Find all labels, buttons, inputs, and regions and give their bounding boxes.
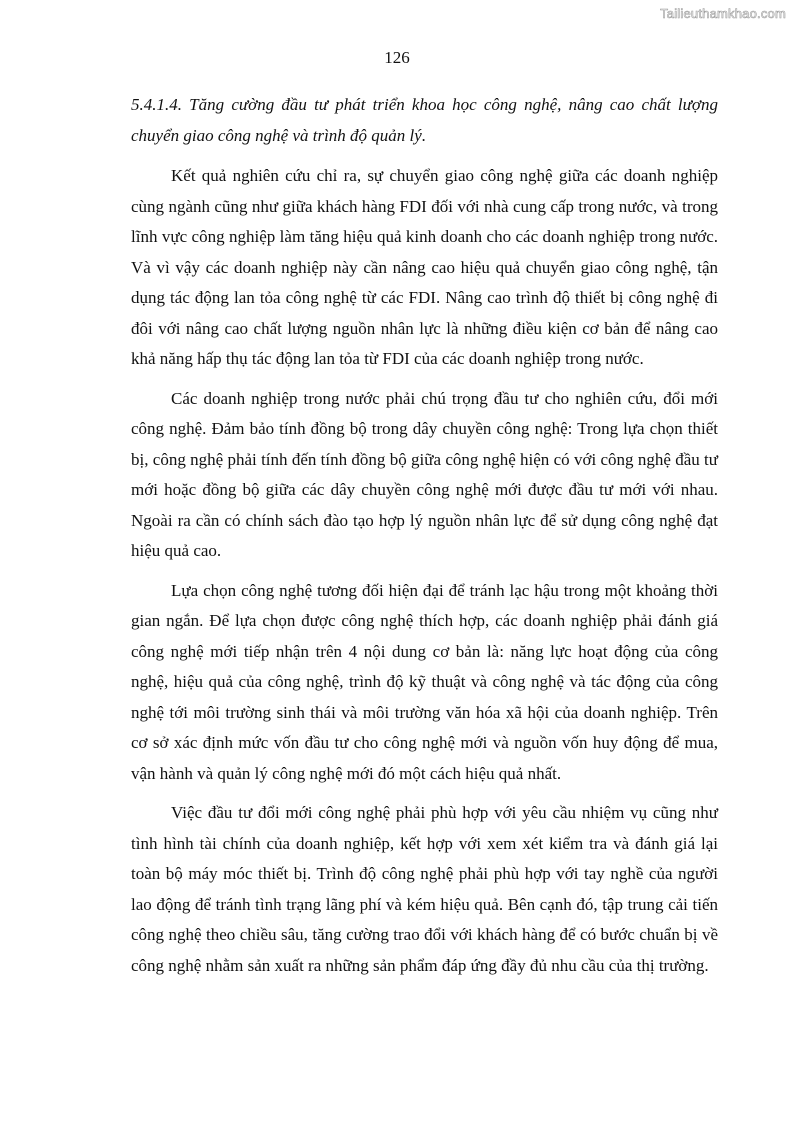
page-number: 126: [384, 48, 410, 67]
paragraph: Việc đầu tư đổi mới công nghệ phải phù hợp với yêu cầu nhiệm vụ cũng như tình hình tài chính của doanh nghiệp, kết hợp với xem xét kiểm tra và đánh giá lại toàn bộ máy móc thiết bị. Trình độ công nghệ phải phù hợp với tay nghề của người lao động để tránh tình trạng lãng phí và kém hiệu quả. Bên cạnh đó, tập trung cải tiến công nghệ theo chiều sâu, tăng cường trao đổi với khách hàng để có bước chuẩn bị về công nghệ nhằm sản xuất ra những sản phẩm đáp ứng đầy đủ nhu cầu của thị trường.: [131, 803, 718, 975]
watermark: Tailieuthamkhao.com: [660, 6, 786, 21]
paragraph: Các doanh nghiệp trong nước phải chú trọng đầu tư cho nghiên cứu, đổi mới công nghệ. Đảm bảo tính đồng bộ trong dây chuyền công nghệ: Trong lựa chọn thiết bị, công nghệ phải tính đến tính đồng bộ giữa công nghệ hiện có với công nghệ đầu tư mới hoặc đồng bộ giữa các dây chuyền công nghệ mới được đầu tư mới với nhau. Ngoài ra cần có chính sách đào tạo hợp lý nguồn nhân lực để sử dụng công nghệ đạt hiệu quả cao.: [131, 388, 718, 560]
document-body: [131, 90, 718, 990]
paragraph: Kết quả nghiên cứu chỉ ra, sự chuyển giao công nghệ giữa các doanh nghiệp cùng ngành cũng như giữa khách hàng FDI đối với nhà cung cấp trong nước, và trong lĩnh vực công nghiệp làm tăng hiệu quả kinh doanh cho các doanh nghiệp trong nước. Và vì vậy các doanh nghiệp này cần nâng cao hiệu quả chuyển giao công nghệ, tận dụng tác động lan tỏa công nghệ từ các FDI. Nâng cao trình độ thiết bị công nghệ đi đôi với nâng cao chất lượng nguồn nhân lực là những điều kiện cơ bản để nâng cao khả năng hấp thụ tác động lan tỏa từ FDI của các doanh nghiệp trong nước.: [131, 166, 718, 368]
section-heading: 5.4.1.4. Tăng cường đầu tư phát triển khoa học công nghệ, nâng cao chất lượng chuyển giao công nghệ và trình độ quản lý.: [131, 95, 718, 145]
paragraph: Lựa chọn công nghệ tương đối hiện đại để tránh lạc hậu trong một khoảng thời gian ngắn. Để lựa chọn được công nghệ thích hợp, các doanh nghiệp phải đánh giá công nghệ mới tiếp nhận trên 4 nội dung cơ bản là: năng lực hoạt động của công nghệ, hiệu quả của công nghệ, trình độ kỹ thuật và công nghệ và tác động của công nghệ tới môi trường sinh thái và môi trường văn hóa xã hội của doanh nghiệp. Trên cơ sở xác định mức vốn đầu tư cho công nghệ mới và nguồn vốn huy động để mua, vận hành và quản lý công nghệ mới đó một cách hiệu quả nhất.: [131, 580, 718, 783]
